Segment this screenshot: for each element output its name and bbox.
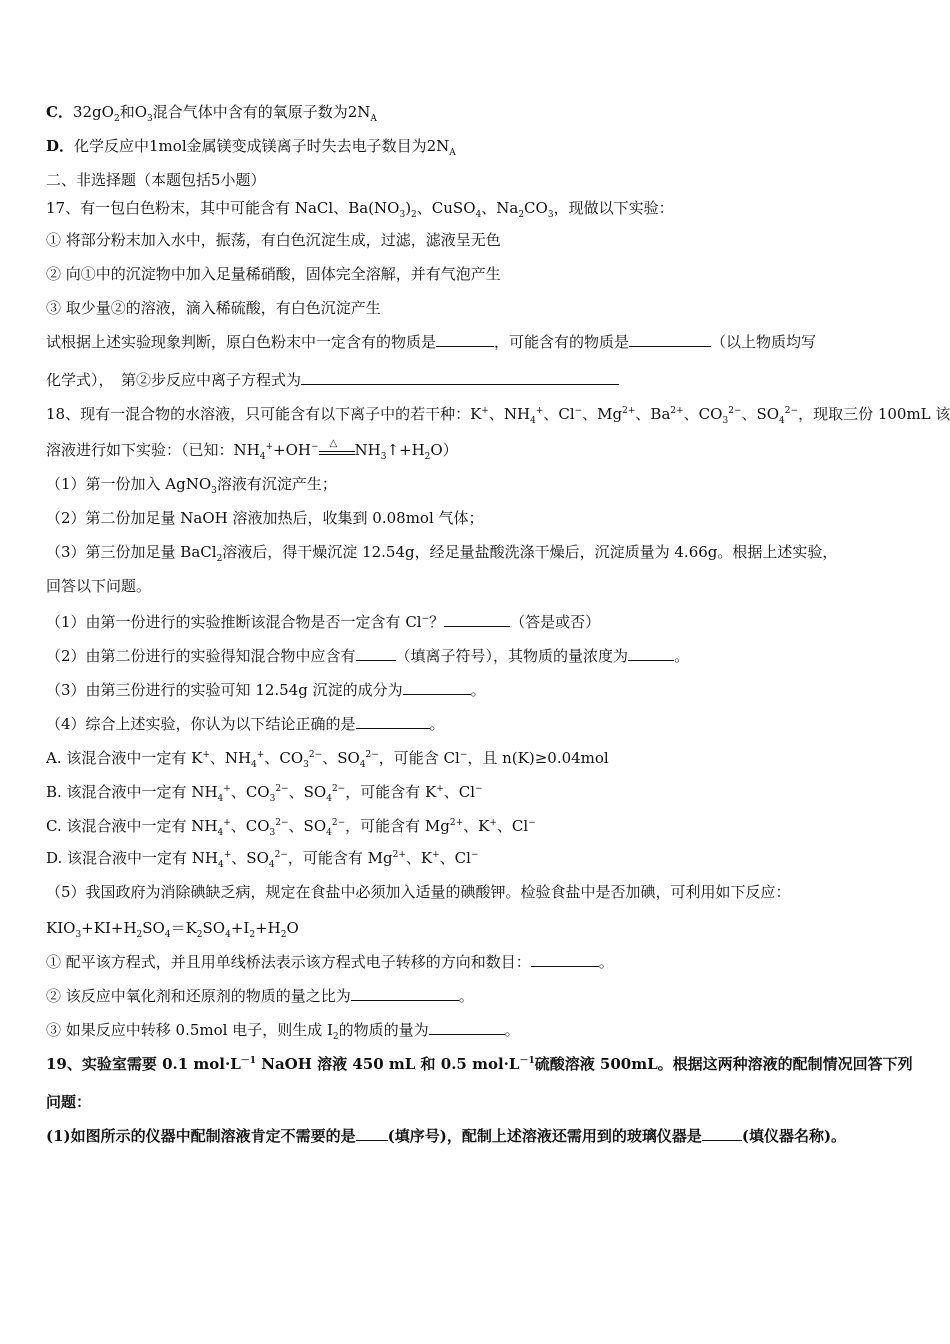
q18-experiment-3: （3）第三份加足量 BaCl$_2$溶液后，得干燥沉淀 12.54g，经足量盐酸洗涤干燥后，沉淀质量为 4.66g。根据上述实验， — [46, 543, 838, 564]
answer-blank[interactable] — [356, 646, 396, 661]
answer-blank[interactable] — [436, 332, 494, 347]
q17-step-2: ② 向①中的沉淀物中加入足量稀硝酸，固体完全溶解，并有气泡产生 — [46, 265, 501, 283]
q18-option-d: D. 该混合液中一定有 $NH_4^+$、$SO_4^{2-}$，可能含有 $Mg^{2+}$、K+、Cl− — [46, 849, 479, 870]
q18-sub-5-part-1: ① 配平该方程式，并且用单线桥法表示该方程式电子转移的方向和数目： 。 — [46, 953, 614, 971]
q18-option-b: B. 该混合液中一定有 $NH_4^+$、$CO_3^{2-}$、$SO_4^{2-}$，可能含有 K+、Cl− — [46, 783, 483, 804]
q18-experiment-2: （2）第二份加足量 NaOH 溶液加热后，收集到 0.08mol 气体； — [46, 509, 484, 527]
q17-question-a: 试根据上述实验现象判断，原白色粉末中一定含有的物质是 ，可能含有的物质是 （以上物质均写 — [46, 333, 817, 351]
q18-instruction: 回答以下问题。 — [46, 577, 152, 595]
option-c: C．$32gO_2$和$O_3$混合气体中含有的氧原子数为$2N_A$ — [46, 103, 377, 124]
q17-step-3: ③ 取少量②的溶液，滴入稀硫酸，有白色沉淀产生 — [46, 299, 381, 317]
answer-blank[interactable] — [702, 1126, 742, 1141]
question-19-stem: 19、实验室需要 0.1 $mol\cdot L^{-1}$ NaOH 溶液 450 mL 和 0.5 $mol\cdot L^{-1}$硫酸溶液 500mL。根据这两种溶液的配制情况回答下列 — [46, 1055, 913, 1073]
iodate-equation: $KIO_3+KI+H_2SO_4=K_2SO_4+I_2+H_2O$ — [46, 919, 299, 940]
answer-blank[interactable] — [444, 612, 510, 627]
q18-sub-3: （3）由第三份进行的实验可知 12.54g 沉淀的成分为 。 — [46, 681, 486, 699]
option-d: D．化学反应中1mol金属镁变成镁离子时失去电子数目为$2N_A$ — [46, 137, 456, 158]
q18-sub-5-part-3: ③ 如果反应中转移 0.5mol 电子，则生成 $I_2$的物质的量为 。 — [46, 1021, 520, 1042]
q18-sub-4: （4）综合上述实验，你认为以下结论正确的是 。 — [46, 715, 445, 733]
q17-question-b: 化学式）， 第②步反应中离子方程式为 — [46, 370, 910, 390]
q18-known-reaction: 溶液进行如下实验：（已知：$NH_4^++OH^-$ △ $NH_3↑+H_2O$） — [46, 438, 458, 462]
answer-blank[interactable] — [351, 986, 459, 1001]
q18-option-c: C. 该混合液中一定有 $NH_4^+$、$CO_3^{2-}$、$SO_4^{2-}$，可能含有 $Mg^{2+}$、K+、Cl− — [46, 817, 536, 838]
q18-sub-2: （2）由第二份进行的实验得知混合物中应含有 （填离子符号），其物质的量浓度为 。 — [46, 647, 690, 665]
section-heading: 二、非选择题（本题包括5小题） — [46, 171, 266, 189]
q18-sub-1: （1）由第一份进行的实验推断该混合物是否一定含有 Cl−？ （答是或否） — [46, 613, 601, 631]
answer-blank[interactable] — [403, 680, 471, 695]
answer-blank[interactable] — [629, 332, 711, 347]
question-17-stem: 17、有一包白色粉末，其中可能含有 NaCl、$Ba(NO_3)_2$、CuSO$_4$、$Na_2CO_3$，现做以下实验： — [46, 199, 674, 220]
answer-blank[interactable] — [356, 714, 430, 729]
q18-option-a: A. 该混合液中一定有 K+、$NH_4^+$、$CO_3^{2-}$、$SO_4^{2-}$，可能含 Cl−，且 n(K)≥0.04mol — [46, 749, 609, 770]
question-19-continued: 问题： — [46, 1093, 92, 1111]
q17-step-1: ① 将部分粉末加入水中，振荡，有白色沉淀生成，过滤，滤液呈无色 — [46, 231, 501, 249]
answer-blank[interactable] — [301, 370, 619, 385]
answer-blank[interactable] — [356, 1126, 388, 1141]
answer-blank[interactable] — [429, 1020, 505, 1035]
q19-sub-1: (1)如图所示的仪器中配制溶液肯定不需要的是 (填序号)，配制上述溶液还需用到的玻璃仪器是 (填仪器名称)。 — [46, 1127, 847, 1145]
heat-equilibrium-sign: △ — [319, 444, 355, 458]
answer-blank[interactable] — [628, 646, 674, 661]
answer-blank[interactable] — [531, 952, 599, 967]
q18-sub-5: （5）我国政府为消除碘缺乏病，规定在食盐中必须加入适量的碘酸钾。检验食盐中是否加碘，可利用如下反应： — [46, 883, 791, 901]
question-18-stem: 18、现有一混合物的水溶液，只可能含有以下离子中的若干种：K+、$NH_4^+$、Cl−、$Mg^{2+}$、$Ba^{2+}$、$CO_3^{2-}$、$SO_4^{2-}$，现取三份 100mL 该 — [46, 405, 950, 426]
q18-experiment-1: （1）第一份加入 AgNO$_3$溶液有沉淀产生； — [46, 475, 337, 496]
q18-sub-5-part-2: ② 该反应中氧化剂和还原剂的物质的量之比为 。 — [46, 987, 474, 1005]
